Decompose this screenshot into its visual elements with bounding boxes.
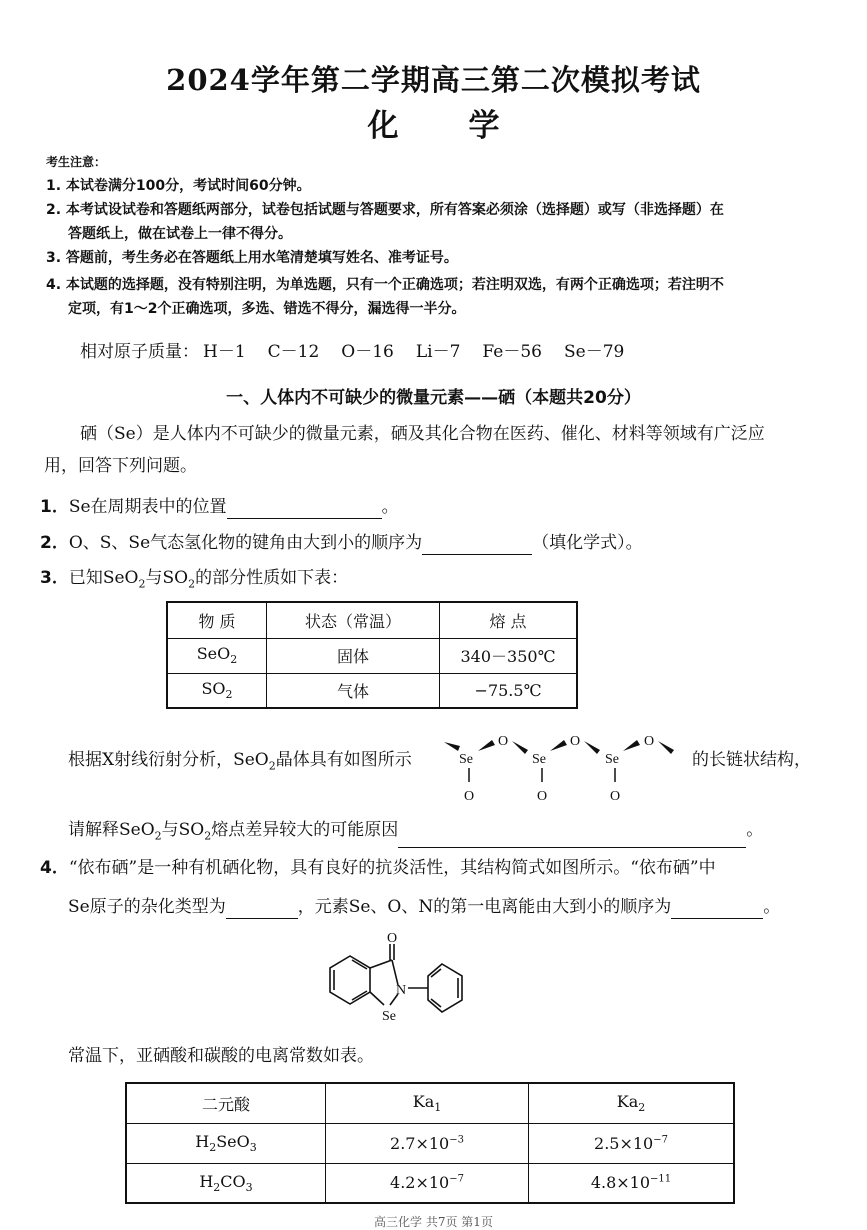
- notice-item-2-cont: 答题纸上，做在试卷上一律不得分。: [68, 226, 292, 242]
- se-o-chain-diagram: [440, 726, 690, 806]
- benzene-ring-fused: [330, 956, 370, 1004]
- question-3: [40, 566, 348, 596]
- t1-cell-substance: SeO$_2$: [167, 638, 267, 673]
- atomic-masses: [80, 337, 646, 362]
- notice-item-4-cont: 定项，有1～2个正确选项，多选、错选不得分，漏选得一半分。: [68, 301, 466, 317]
- q3-sub-1: 2: [138, 577, 146, 591]
- t1-cell-mp: −75.5℃: [440, 673, 578, 708]
- atom-se: Se: [382, 1009, 396, 1024]
- t1-cell-substance: $SO_2$: [167, 673, 267, 708]
- atom-o: O: [387, 931, 398, 946]
- atom-o: O: [464, 789, 475, 804]
- table-row: [126, 1123, 734, 1163]
- section-title: 一、人体内不可缺少的微量元素——硒（本题共20分）: [226, 388, 641, 408]
- question-1: [40, 494, 399, 519]
- mass-c: C－12: [267, 342, 320, 362]
- q3-sub-2: 2: [188, 577, 196, 591]
- q2-num: 2．: [40, 533, 69, 553]
- mass-h: H－1: [203, 342, 246, 362]
- t2-header-ka2: $Ka_2$: [529, 1083, 735, 1123]
- atom-n: N: [396, 983, 407, 998]
- t2-cell-ka1: $4.2\times 10^{-7}$: [326, 1163, 529, 1203]
- q1-answer-blank[interactable]: [227, 494, 382, 519]
- q4-answer-blank-2[interactable]: [671, 894, 763, 919]
- wedge-bond: [444, 742, 460, 751]
- atom-o: O: [498, 734, 509, 749]
- atom-o: O: [570, 734, 581, 749]
- wedge-bond: [512, 741, 528, 754]
- phenyl-ring: [428, 964, 462, 1012]
- q3-chain-text-c: 的长链状结构，: [692, 750, 811, 770]
- mass-fe: Fe－56: [482, 342, 542, 362]
- ionization-constant-table: [125, 1082, 735, 1204]
- question-2: [40, 530, 643, 555]
- mass-se: Se－79: [563, 342, 625, 362]
- t1-cell-state: 固体: [267, 638, 440, 673]
- wedge-bond: [478, 740, 495, 751]
- wedge-bond: [658, 741, 674, 754]
- subject-char-1: 化: [367, 108, 399, 144]
- q1-text: Se在周期表中的位置: [68, 497, 227, 517]
- notice-item-4: 4. 本试题的选择题，没有特别注明，为单选题，只有一个正确选项；若注明双选，有两个正确选项；若注明不: [46, 277, 724, 293]
- subject-title: [0, 100, 867, 145]
- t2-cell-ka2: $2.5\times 10^{-7}$: [529, 1123, 735, 1163]
- t2-cell-acid: $H_2SeO_3$: [126, 1123, 326, 1163]
- q3-chain-text-a: 根据X射线衍射分析，SeO$_2$晶体具有如图所示: [68, 750, 412, 773]
- wedge-bond: [550, 740, 567, 751]
- q3-answer-blank[interactable]: [398, 823, 746, 848]
- table-row: [167, 638, 577, 673]
- q4-num: 4．: [40, 858, 69, 878]
- question-4: [40, 856, 840, 880]
- atom-o: O: [610, 789, 621, 804]
- notice-item-3: 3. 答题前，考生务必在答题纸上用水笔清楚填写姓名、准考证号。: [46, 250, 458, 266]
- q2-text: O、S、Se气态氢化物的键角由大到小的顺序为: [68, 533, 423, 553]
- t1-header-state: 状态（常温）: [267, 602, 440, 638]
- t2-header-ka1: $Ka_1$: [326, 1083, 529, 1123]
- notice-item-2: 2. 本考试设试卷和答题纸两部分，试卷包括试题与答题要求，所有答案必须涂（选择题）或写（非选择题）在: [46, 202, 724, 218]
- exam-title: 2024学年第二学期高三第二次模拟考试: [166, 63, 701, 97]
- acid-table-intro: 常温下，亚硒酸和碳酸的电离常数如表。: [68, 1046, 374, 1066]
- q3-text-b: 与SO: [145, 568, 189, 588]
- atom-se: Se: [459, 752, 473, 767]
- q4-line-1: “依布硒”是一种有机硒化物，具有良好的抗炎活性，其结构简式如图所示。“依布硒”中: [68, 858, 716, 878]
- atom-se: Se: [532, 752, 546, 767]
- wedge-bond: [623, 740, 640, 751]
- t1-cell-state: 气体: [267, 673, 440, 708]
- notice-label: 考生注意：: [46, 155, 107, 169]
- notice-item-1: 1. 本试卷满分100分，考试时间60分钟。: [46, 178, 311, 194]
- q1-end: 。: [381, 497, 399, 517]
- ebselen-structure: [310, 930, 490, 1025]
- mass-o: O－16: [341, 342, 394, 362]
- t2-cell-acid: $H_2CO_3$: [126, 1163, 326, 1203]
- atom-se: Se: [605, 752, 619, 767]
- q3-explain: 请解释SeO$_2$与$SO_2$熔点差异较大的可能原因 。: [68, 818, 763, 848]
- property-table: [166, 601, 578, 709]
- masses-label: 相对原子质量：: [80, 342, 199, 362]
- q2-answer-blank[interactable]: [422, 530, 532, 555]
- q2-end: （填化学式）。: [532, 533, 643, 553]
- atom-o: O: [644, 734, 655, 749]
- q1-num: 1．: [40, 497, 69, 517]
- t1-header-substance: 物 质: [167, 602, 267, 638]
- q3-text-c: 的部分性质如下表：: [195, 568, 349, 588]
- wedge-bond: [584, 741, 600, 754]
- page-footer: 高三化学 共7页 第1页: [374, 1215, 493, 1229]
- question-4-line-2: Se原子的杂化类型为 ，元素Se、O、N的第一电离能由大到小的顺序为 。: [68, 894, 780, 919]
- t2-header-acid: 二元酸: [126, 1083, 326, 1123]
- intro-line-2: 用，回答下列问题。: [44, 456, 197, 476]
- intro-line-1: 硒（Se）是人体内不可缺少的微量元素，硒及其化合物在医药、催化、材料等领域有广泛应: [80, 424, 765, 444]
- q3-num: 3．: [40, 568, 69, 588]
- table-row: [167, 673, 577, 708]
- t2-cell-ka2: $4.8\times 10^{-11}$: [529, 1163, 735, 1203]
- t1-header-mp: 熔 点: [440, 602, 578, 638]
- q4-answer-blank-1[interactable]: [226, 894, 298, 919]
- q3-text-a: 已知SeO: [68, 568, 139, 588]
- t2-cell-ka1: $2.7\times 10^{-3}$: [326, 1123, 529, 1163]
- table-row: [126, 1163, 734, 1203]
- subject-char-2: 学: [468, 108, 500, 144]
- atom-o: O: [537, 789, 548, 804]
- mass-li: Li－7: [415, 342, 461, 362]
- t1-cell-mp: 340－350℃: [440, 638, 578, 673]
